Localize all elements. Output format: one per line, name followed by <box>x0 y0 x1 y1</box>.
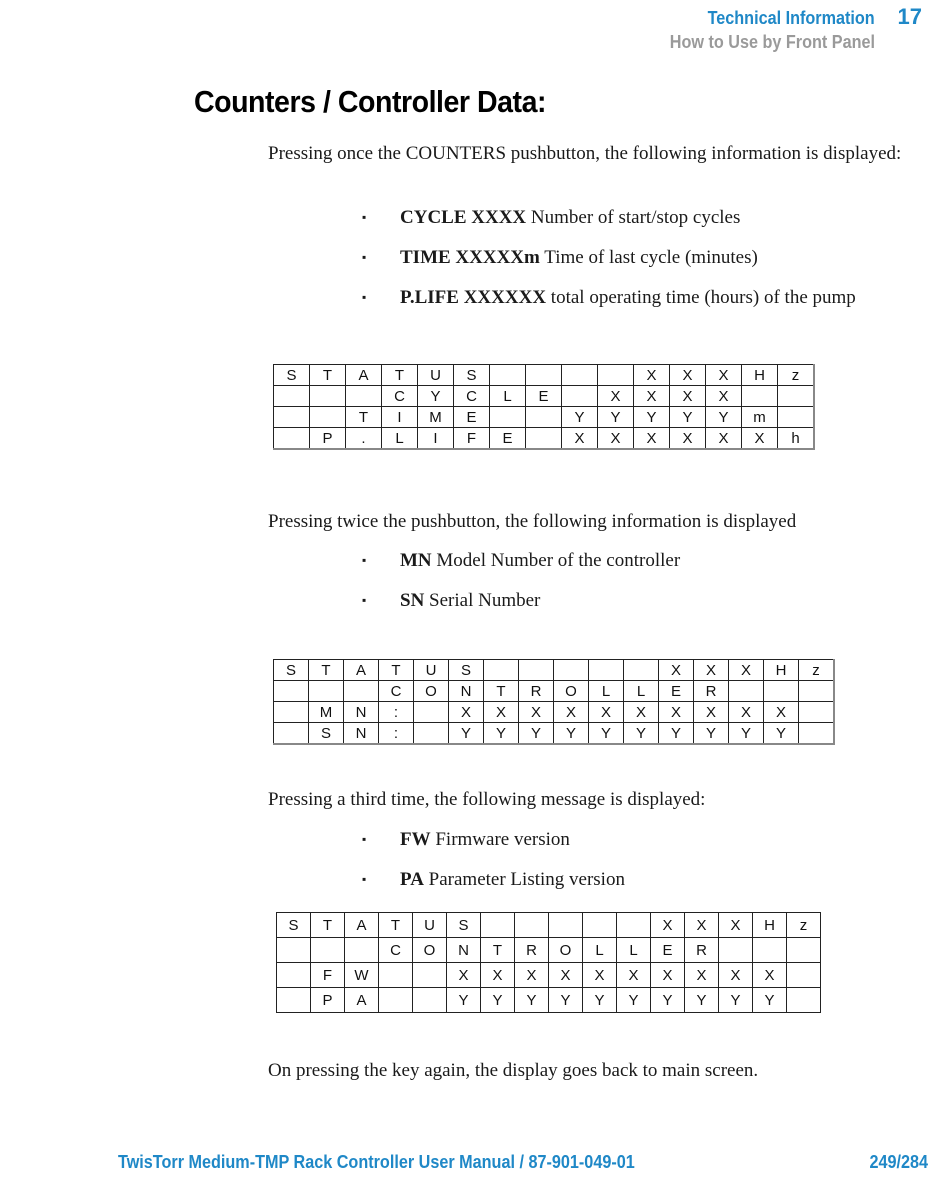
display-cell <box>274 702 309 723</box>
table-row <box>277 963 821 988</box>
display-cell <box>719 938 753 963</box>
display-cell <box>274 428 310 450</box>
footer-page-number: 249/284 <box>869 1152 928 1172</box>
closing-paragraph: On pressing the key again, the display goes back to main screen. <box>268 1060 759 1081</box>
display-cell: E <box>454 407 490 428</box>
display-cell: N <box>344 723 379 745</box>
display-cell: Y <box>651 988 685 1013</box>
display-cell <box>799 702 835 723</box>
display-cell: I <box>418 428 454 450</box>
list-item-desc: Firmware version <box>430 829 570 850</box>
display-cell: X <box>659 702 694 723</box>
table-row <box>274 660 835 681</box>
display-cell: : <box>379 702 414 723</box>
display-cell: Y <box>617 988 651 1013</box>
display-cell: X <box>719 963 753 988</box>
display-cell <box>519 660 554 681</box>
table-row <box>274 723 835 745</box>
display-cell <box>490 407 526 428</box>
display-cell: Y <box>481 988 515 1013</box>
counters-list <box>362 205 902 325</box>
display-cell: Y <box>634 407 670 428</box>
display-cell: Y <box>659 723 694 745</box>
display-cell <box>277 963 311 988</box>
display-cell: P <box>311 988 345 1013</box>
list-item-term: CYCLE XXXX <box>400 207 527 228</box>
display-cell: m <box>742 407 778 428</box>
display-cell <box>562 365 598 386</box>
display-cell: O <box>414 681 449 702</box>
table-row <box>274 407 815 428</box>
display-cell: X <box>624 702 659 723</box>
list-item-term: FW <box>400 829 431 850</box>
firmware-list <box>362 827 902 907</box>
display-cell: X <box>449 702 484 723</box>
firmware-display-table <box>276 912 821 1013</box>
display-cell: Y <box>729 723 764 745</box>
display-cell: C <box>379 938 413 963</box>
display-cell: X <box>764 702 799 723</box>
footer-manual-title: TwisTorr Medium-TMP Rack Controller User Manual / 87-901-049-01 <box>118 1152 635 1172</box>
display-cell <box>624 660 659 681</box>
display-cell: . <box>346 428 382 450</box>
display-cell <box>310 407 346 428</box>
display-cell: H <box>764 660 799 681</box>
table-row <box>274 428 815 450</box>
display-cell: X <box>685 963 719 988</box>
list-item-term: TIME XXXXXm <box>400 247 540 268</box>
display-cell: E <box>490 428 526 450</box>
display-cell <box>526 365 562 386</box>
display-cell: X <box>729 660 764 681</box>
display-cell: A <box>345 988 379 1013</box>
display-cell: X <box>481 963 515 988</box>
display-cell: Y <box>418 386 454 407</box>
display-cell: z <box>778 365 815 386</box>
display-cell <box>277 938 311 963</box>
table-row <box>274 681 835 702</box>
display-cell <box>346 386 382 407</box>
display-cell: X <box>634 365 670 386</box>
display-cell: L <box>583 938 617 963</box>
display-cell: X <box>659 660 694 681</box>
display-cell: S <box>274 660 309 681</box>
display-cell: Y <box>515 988 549 1013</box>
display-cell: U <box>413 913 447 938</box>
display-cell: Y <box>685 988 719 1013</box>
display-cell <box>309 681 344 702</box>
display-cell <box>414 702 449 723</box>
list-item-desc: Parameter Listing version <box>423 869 625 890</box>
display-cell: S <box>454 365 490 386</box>
display-cell <box>274 681 309 702</box>
display-cell: Y <box>719 988 753 1013</box>
display-cell <box>413 963 447 988</box>
display-cell: T <box>382 365 418 386</box>
display-cell: X <box>685 913 719 938</box>
display-cell <box>277 988 311 1013</box>
display-cell: T <box>309 660 344 681</box>
display-cell: X <box>634 386 670 407</box>
display-cell <box>554 660 589 681</box>
display-cell: H <box>753 913 787 938</box>
display-cell: X <box>706 386 742 407</box>
display-cell: Y <box>670 407 706 428</box>
display-cell: C <box>379 681 414 702</box>
display-cell: S <box>274 365 310 386</box>
table-row <box>274 702 835 723</box>
display-cell <box>589 660 624 681</box>
display-cell: : <box>379 723 414 745</box>
display-cell: h <box>778 428 815 450</box>
display-cell: L <box>382 428 418 450</box>
header-subsection: How to Use by Front Panel <box>669 32 875 52</box>
display-cell: Y <box>764 723 799 745</box>
display-cell: O <box>549 938 583 963</box>
table-row <box>274 386 815 407</box>
display-cell: L <box>589 681 624 702</box>
display-cell <box>490 365 526 386</box>
display-cell: T <box>311 913 345 938</box>
display-cell: P <box>310 428 346 450</box>
display-cell <box>274 386 310 407</box>
display-cell <box>526 407 562 428</box>
display-cell: Y <box>554 723 589 745</box>
list-item-term: SN <box>400 590 425 611</box>
list-item <box>362 827 902 852</box>
display-cell: X <box>670 386 706 407</box>
display-cell <box>310 386 346 407</box>
display-cell: R <box>515 938 549 963</box>
table-row <box>274 365 815 386</box>
display-cell: T <box>379 660 414 681</box>
display-cell: T <box>310 365 346 386</box>
display-cell: Y <box>583 988 617 1013</box>
display-cell <box>379 988 413 1013</box>
display-cell: X <box>598 386 634 407</box>
list-item-term: P.LIFE XXXXXX <box>400 287 547 308</box>
display-cell <box>598 365 634 386</box>
display-cell: I <box>382 407 418 428</box>
display-cell <box>526 428 562 450</box>
display-cell: A <box>345 913 379 938</box>
display-cell <box>345 938 379 963</box>
display-cell <box>787 988 821 1013</box>
display-cell: O <box>413 938 447 963</box>
display-cell <box>549 913 583 938</box>
table-row <box>277 913 821 938</box>
display-cell: X <box>670 428 706 450</box>
list-item-term: PA <box>400 869 424 890</box>
display-cell: O <box>554 681 589 702</box>
display-cell: z <box>799 660 835 681</box>
list-item <box>362 285 902 310</box>
display-cell: X <box>719 913 753 938</box>
display-cell: E <box>651 938 685 963</box>
display-cell <box>484 660 519 681</box>
display-cell: X <box>694 660 729 681</box>
display-cell: M <box>309 702 344 723</box>
display-cell: L <box>490 386 526 407</box>
display-cell: X <box>549 963 583 988</box>
display-cell: R <box>519 681 554 702</box>
display-cell <box>753 938 787 963</box>
display-cell: X <box>519 702 554 723</box>
display-cell: z <box>787 913 821 938</box>
display-cell: Y <box>447 988 481 1013</box>
display-cell <box>274 407 310 428</box>
display-cell <box>583 913 617 938</box>
header-section-title: Technical Information <box>707 8 875 28</box>
display-cell: R <box>685 938 719 963</box>
display-cell <box>379 963 413 988</box>
display-cell: A <box>346 365 382 386</box>
display-cell: X <box>617 963 651 988</box>
display-cell: A <box>344 660 379 681</box>
display-cell: T <box>484 681 519 702</box>
display-cell: S <box>309 723 344 745</box>
display-cell <box>515 913 549 938</box>
display-cell: X <box>706 365 742 386</box>
display-cell: X <box>651 913 685 938</box>
display-cell: L <box>624 681 659 702</box>
intro-paragraph-2: Pressing twice the pushbutton, the following information is displayed <box>268 511 797 532</box>
list-item-desc: Model Number of the controller <box>431 550 681 571</box>
display-cell: T <box>346 407 382 428</box>
display-cell: F <box>311 963 345 988</box>
list-item-desc: total operating time (hours) of the pump <box>546 287 856 308</box>
display-cell: X <box>589 702 624 723</box>
display-cell: E <box>659 681 694 702</box>
display-cell: X <box>515 963 549 988</box>
intro-paragraph-1: Pressing once the COUNTERS pushbutton, the following information is displayed: <box>268 143 902 164</box>
display-cell: Y <box>694 723 729 745</box>
display-cell: Y <box>706 407 742 428</box>
list-item <box>362 205 902 230</box>
list-item-desc: Time of last cycle (minutes) <box>539 247 758 268</box>
display-cell: Y <box>589 723 624 745</box>
display-cell: S <box>277 913 311 938</box>
display-cell: X <box>729 702 764 723</box>
display-cell <box>414 723 449 745</box>
display-cell: Y <box>562 407 598 428</box>
display-cell: W <box>345 963 379 988</box>
display-cell <box>787 963 821 988</box>
display-cell: N <box>344 702 379 723</box>
display-cell: Y <box>598 407 634 428</box>
display-cell: X <box>706 428 742 450</box>
display-cell: X <box>447 963 481 988</box>
display-cell: N <box>447 938 481 963</box>
display-cell <box>617 913 651 938</box>
page-title: Counters / Controller Data: <box>194 84 547 119</box>
display-cell <box>274 723 309 745</box>
display-cell <box>311 938 345 963</box>
display-cell <box>764 681 799 702</box>
display-cell: U <box>418 365 454 386</box>
controller-display-table <box>273 659 835 745</box>
display-cell: X <box>583 963 617 988</box>
display-cell <box>481 913 515 938</box>
display-cell <box>787 938 821 963</box>
display-cell: N <box>449 681 484 702</box>
display-cell: L <box>617 938 651 963</box>
display-cell: X <box>753 963 787 988</box>
display-cell: Y <box>624 723 659 745</box>
display-cell <box>562 386 598 407</box>
display-cell <box>778 407 815 428</box>
controller-id-list <box>362 548 902 628</box>
display-cell: X <box>634 428 670 450</box>
display-cell: X <box>554 702 589 723</box>
display-cell: X <box>562 428 598 450</box>
list-item <box>362 548 902 573</box>
display-cell: X <box>651 963 685 988</box>
display-cell <box>778 386 815 407</box>
table-row <box>277 988 821 1013</box>
display-cell: E <box>526 386 562 407</box>
display-cell: T <box>379 913 413 938</box>
display-cell: C <box>454 386 490 407</box>
display-cell: X <box>694 702 729 723</box>
display-cell <box>742 386 778 407</box>
display-cell: X <box>484 702 519 723</box>
counters-display-table <box>273 364 815 450</box>
display-cell: C <box>382 386 418 407</box>
display-cell: R <box>694 681 729 702</box>
display-cell: M <box>418 407 454 428</box>
display-cell: Y <box>484 723 519 745</box>
chapter-number: 17 <box>897 4 922 29</box>
display-cell: S <box>447 913 481 938</box>
display-cell: T <box>481 938 515 963</box>
display-cell: Y <box>519 723 554 745</box>
display-cell: X <box>598 428 634 450</box>
intro-paragraph-3: Pressing a third time, the following message is displayed: <box>268 789 706 810</box>
display-cell <box>729 681 764 702</box>
display-cell <box>799 723 835 745</box>
display-cell <box>413 988 447 1013</box>
display-cell <box>799 681 835 702</box>
display-cell: X <box>670 365 706 386</box>
display-cell: U <box>414 660 449 681</box>
list-item-desc: Serial Number <box>424 590 541 611</box>
display-cell <box>344 681 379 702</box>
display-cell: H <box>742 365 778 386</box>
list-item-term: MN <box>400 550 432 571</box>
display-cell: Y <box>753 988 787 1013</box>
list-item <box>362 588 902 613</box>
display-cell: Y <box>449 723 484 745</box>
display-cell: S <box>449 660 484 681</box>
list-item <box>362 867 902 892</box>
table-row <box>277 938 821 963</box>
list-item-desc: Number of start/stop cycles <box>526 207 741 228</box>
display-cell: X <box>742 428 778 450</box>
list-item <box>362 245 902 270</box>
display-cell: Y <box>549 988 583 1013</box>
display-cell: F <box>454 428 490 450</box>
